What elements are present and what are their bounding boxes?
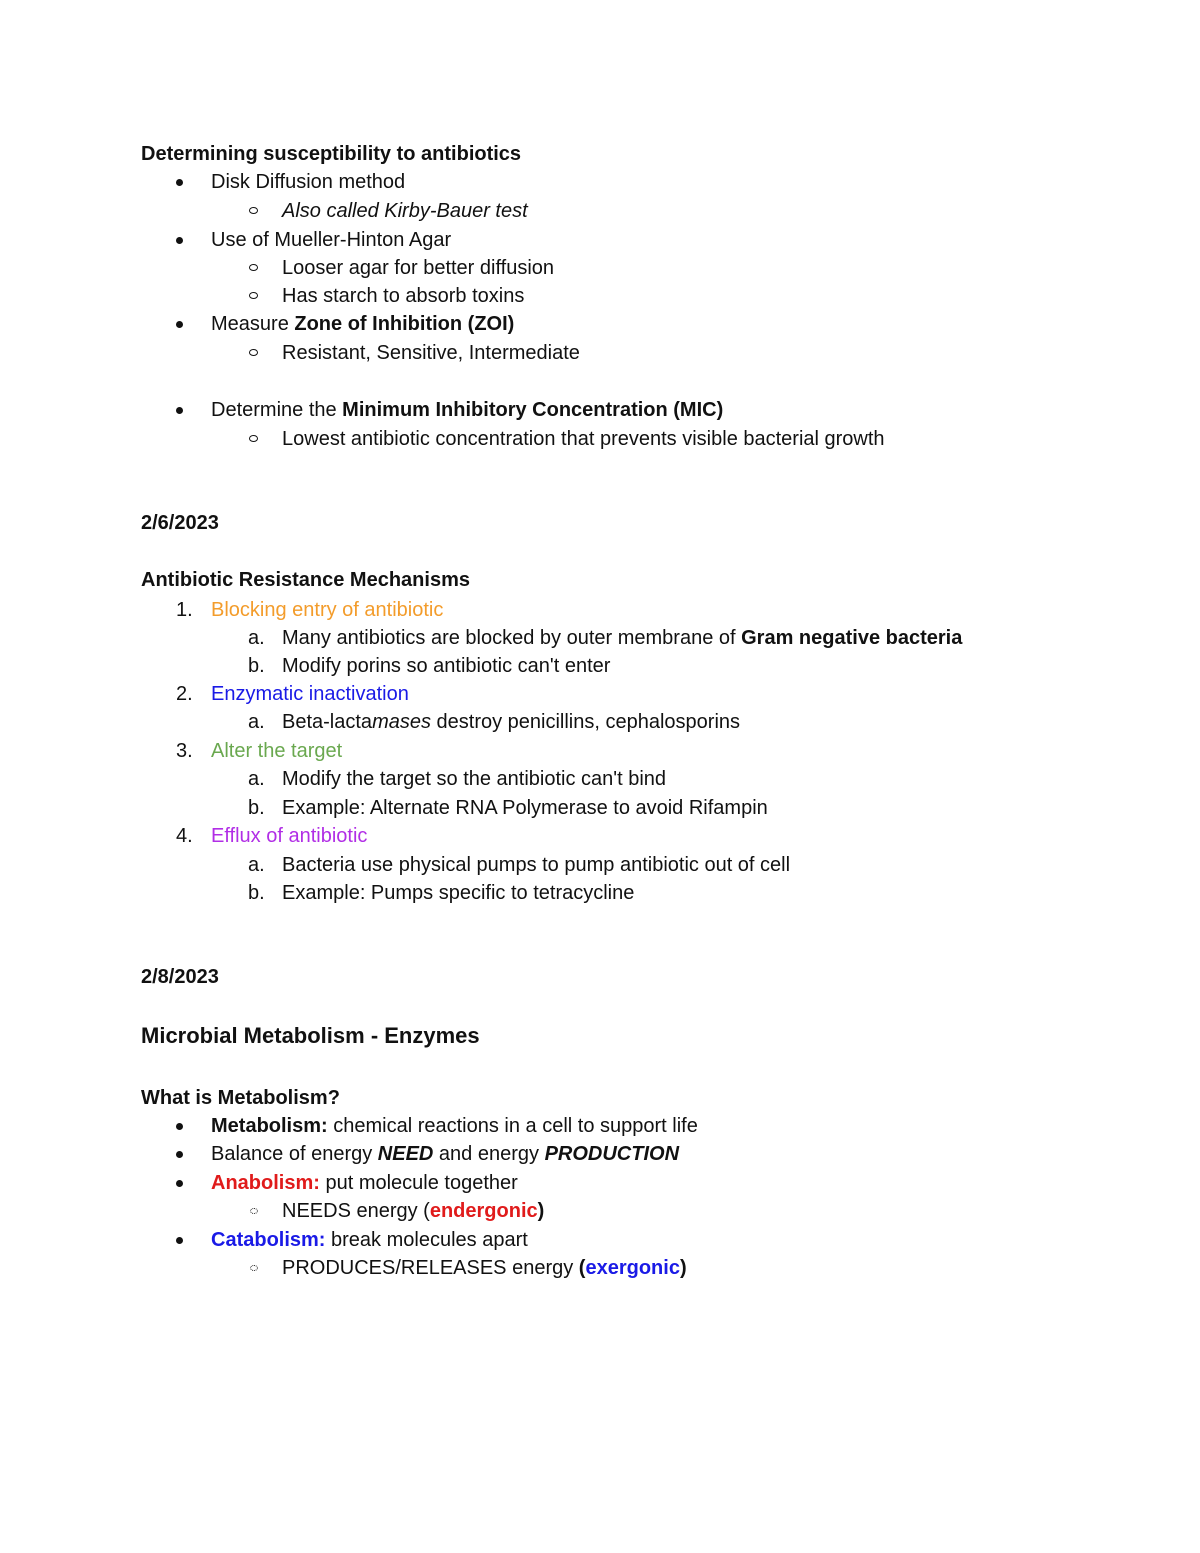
exergonic-term: exergonic [585,1257,680,1279]
bullet-icon [176,1180,183,1187]
list-marker: 2. [176,683,193,705]
list-item [0,1254,1200,1282]
list-item-text [282,624,962,652]
list-item [0,168,1200,196]
list-item [0,596,1200,624]
section-heading-susceptibility: Determining susceptibility to antibiotics [141,143,522,165]
list-item-text [282,708,740,736]
list-marker: a. [248,854,265,876]
list-marker: a. [248,627,265,649]
list-item [0,737,1200,765]
list-item [0,765,1200,793]
list-item [0,822,1200,850]
list-marker: b. [248,882,265,904]
balance-mid: and energy [433,1143,545,1165]
list-item [0,310,1200,338]
metabolism-def: chemical reactions in a cell to support life [327,1115,698,1137]
bullet-icon [176,407,183,414]
list-marker: 1. [176,599,193,621]
list-marker: a. [248,711,265,733]
list-item-text: Bacteria use physical pumps to pump antibiotic out of cell [282,854,791,876]
catabolism-def: break molecules apart [325,1229,528,1251]
list-item-text [211,1140,679,1168]
beta-lacta-prefix: Beta-lacta [282,711,373,733]
open-paren: ( [423,1200,430,1222]
produces-prefix: PRODUCES/RELEASES energy [282,1257,579,1279]
list-item [0,254,1200,282]
list-item [0,282,1200,310]
list-item-text: Modify porins so antibiotic can't enter [282,655,611,677]
list-item-text [211,1112,698,1140]
section-title-metabolism: Microbial Metabolism - Enzymes [141,1023,480,1048]
bullet-icon [176,237,183,244]
list-item-text: Modify the target so the antibiotic can't bind [282,768,667,790]
list-item [0,1226,1200,1254]
list-item-text [282,197,528,225]
needs-prefix: NEEDS energy [282,1200,424,1222]
measure-prefix: Measure [211,313,295,335]
mechanism-efflux: Efflux of antibiotic [211,825,368,847]
list-item-text: Looser agar for better diffusion [282,257,555,279]
list-item-text: Use of Mueller-Hinton Agar [211,229,452,251]
bullet-icon [176,1237,183,1244]
need-term: NEED [377,1143,434,1165]
list-item [0,652,1200,680]
mic-prefix: Determine the [211,399,343,421]
close-paren: ) [679,1257,687,1279]
section-heading-resistance: Antibiotic Resistance Mechanisms [141,569,470,591]
hollow-bullet-icon [249,292,258,299]
production-term: PRODUCTION [544,1143,680,1165]
list-item [0,879,1200,907]
bullet-icon [176,179,183,186]
list-item [0,851,1200,879]
gram-prefix: Many antibiotics are blocked by outer membrane of [282,627,742,649]
list-item [0,396,1200,424]
hollow-bullet-icon [249,264,258,271]
list-item [0,708,1200,736]
list-item-text: Example: Pumps specific to tetracycline [282,882,635,904]
close-paren: ) [537,1200,545,1222]
endergonic-term: endergonic [429,1200,538,1222]
list-item [0,425,1200,453]
bullet-icon [176,1151,183,1158]
list-item [0,680,1200,708]
bullet-icon [176,1123,183,1130]
date-heading: 2/8/2023 [141,966,219,988]
list-marker: 3. [176,740,193,762]
list-item-text [282,1254,687,1282]
list-item [0,794,1200,822]
subheading-what-is-metabolism: What is Metabolism? [141,1087,340,1109]
gram-negative-term: Gram negative bacteria [741,627,963,649]
bullet-icon [176,321,183,328]
list-item-text: Lowest antibiotic concentration that prevents visible bacterial growth [282,428,885,450]
balance-prefix: Balance of energy [211,1143,378,1165]
list-item [0,226,1200,254]
list-marker: b. [248,797,265,819]
list-item-text [211,1169,518,1197]
list-item [0,197,1200,225]
mechanism-blocking-entry: Blocking entry of antibiotic [211,599,444,621]
list-marker: a. [248,768,265,790]
hollow-bullet-icon [249,349,258,356]
list-item-text: Disk Diffusion method [211,171,406,193]
list-item-text: Has starch to absorb toxins [282,285,525,307]
dotted-bullet-icon [250,1265,258,1271]
beta-lacta-suffix: destroy penicillins, cephalosporins [430,711,741,733]
list-item-text [211,310,514,338]
zoi-term: Zone of Inhibition (ZOI) [294,313,515,335]
open-paren: ( [578,1257,586,1279]
mases-italic: mases [372,711,431,733]
mic-term: Minimum Inhibitory Concentration (MIC) [342,399,724,421]
metabolism-term: Metabolism: [211,1115,328,1137]
date-heading: 2/6/2023 [141,512,219,534]
list-item-text [211,1226,528,1254]
list-item-text [282,1197,544,1225]
list-marker: b. [248,655,265,677]
hollow-bullet-icon [249,207,258,214]
list-item [0,1169,1200,1197]
list-item [0,1140,1200,1168]
list-item [0,1112,1200,1140]
catabolism-term: Catabolism: [211,1229,326,1251]
dotted-bullet-icon [250,1208,258,1214]
list-item [0,1197,1200,1225]
mechanism-enzymatic: Enzymatic inactivation [211,683,409,705]
list-item-text: Resistant, Sensitive, Intermediate [282,342,580,364]
anabolism-term: Anabolism: [211,1172,320,1194]
hollow-bullet-icon [249,435,258,442]
list-item [0,624,1200,652]
list-item [0,339,1200,367]
list-item-text: Example: Alternate RNA Polymerase to avoid Rifampin [282,797,768,819]
list-item-text [211,396,723,424]
kirby-bauer-text: Also called Kirby-Bauer test [282,200,528,222]
anabolism-def: put molecule together [319,1172,518,1194]
list-marker: 4. [176,825,193,847]
mechanism-alter-target: Alter the target [211,740,343,762]
